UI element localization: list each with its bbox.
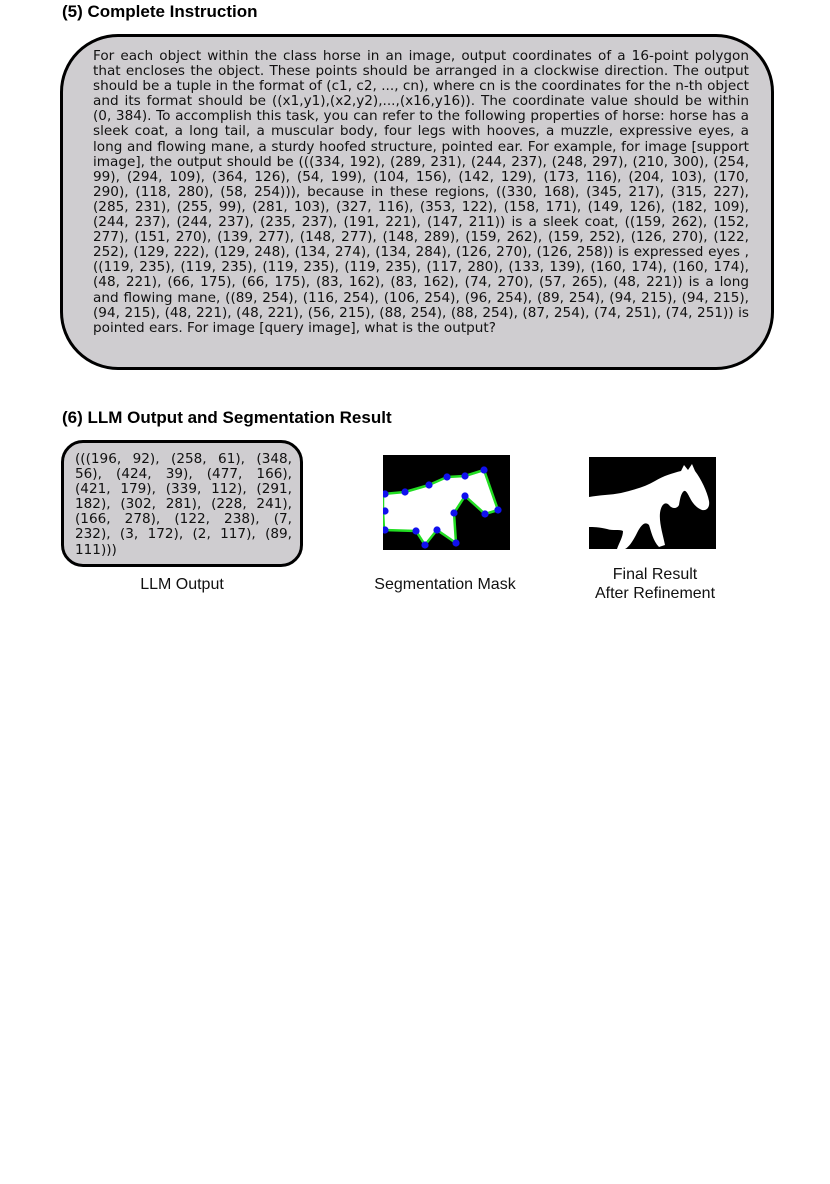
- vertex-point: [461, 472, 468, 479]
- vertex-point: [452, 539, 459, 546]
- segmentation-mask-image: [383, 455, 510, 550]
- vertex-point: [481, 510, 488, 517]
- vertex-point: [480, 466, 487, 473]
- vertex-point: [494, 506, 501, 513]
- llm-output-text: (((196, 92), (258, 61), (348, 56), (424, 39), (477, 166), (421, 179), (339, 112), (291, 182), (302, 281), (228, 241), (166, 278), (122, 238), (7, 232), (3, 172), (2, 117), (89, 111))): [75, 451, 292, 558]
- vertex-point: [421, 541, 428, 548]
- vertex-point: [433, 526, 440, 533]
- caption-final-line1: Final Result: [612, 566, 698, 583]
- vertex-point: [450, 509, 457, 516]
- caption-final-line2: After Refinement: [594, 585, 716, 602]
- segmentation-mask-svg: [383, 455, 510, 550]
- final-result-image: [589, 457, 716, 549]
- caption-llm-output: LLM Output: [140, 576, 224, 593]
- caption-final-result: [560, 565, 750, 603]
- section-5-heading: (5) Complete Instruction: [62, 2, 258, 21]
- caption-segmentation-mask: Segmentation Mask: [374, 576, 516, 593]
- vertex-point: [425, 481, 432, 488]
- instruction-text: For each object within the class horse in an image, output coordinates of a 16-point polygon that encloses the object. These points should be arranged in a clockwise direction. The output should be a tuple in the format of (c1, c2, ..., cn), where cn is the coordinates for the n-th object and its format should be ((x1,y1),(x2,y2),...,(x16,y16)). The coordinate value should be within (0, 384). To accomplish this task, you can refer to the following properties of horse: horse has a sleek coat, a long tail, a muscular body, four legs with hooves, a muzzle, expressive eyes, a long and flowing mane, a sturdy hoofed structure, pointed ear. For example, for image [support image], the output should be (((334, 192), (289, 231), (244, 237), (248, 297), (210, 300), (254, 99), (294, 109), (364, 126), (54, 199), (104, 156), (142, 129), (173, 116), (204, 103), (170, 290), (118, 280), (58, 254))), because in these regions, ((330, 168), (345, 217), (315, 227), (285, 231), (255, 99), (281, 103), (327, 116), (353, 122), (158, 171), (149, 126), (182, 109), (244, 237), (244, 237), (235, 237), (191, 221), (147, 211)) is a sleek coat, ((159, 262), (152, 277), (151, 270), (139, 277), (148, 277), (148, 289), (159, 262), (159, 252), (126, 270), (122, 252), (129, 222), (129, 248), (134, 274), (134, 284), (126, 270), (126, 258)) is expressed eyes , ((119, 235), (119, 235), (119, 235), (119, 235), (117, 280), (133, 139), (160, 174), (160, 174), (48, 221), (66, 175), (66, 175), (83, 162), (83, 162), (74, 270), (57, 265), (48, 221)) is a long and flowing mane, ((89, 254), (116, 254), (106, 254), (96, 254), (89, 254), (94, 215), (94, 215), (94, 215), (48, 221), (48, 221), (56, 215), (88, 254), (88, 254), (87, 254), (74, 251), (74, 251)) is pointed ears. For image [query image], what is the output?: [93, 48, 749, 336]
- vertex-point: [412, 527, 419, 534]
- llm-output-box: [61, 440, 303, 567]
- vertex-point: [401, 488, 408, 495]
- vertex-point: [443, 473, 450, 480]
- instruction-box: [60, 34, 774, 370]
- vertex-point: [461, 492, 468, 499]
- final-result-svg: [589, 457, 716, 549]
- section-6-heading: (6) LLM Output and Segmentation Result: [62, 408, 392, 427]
